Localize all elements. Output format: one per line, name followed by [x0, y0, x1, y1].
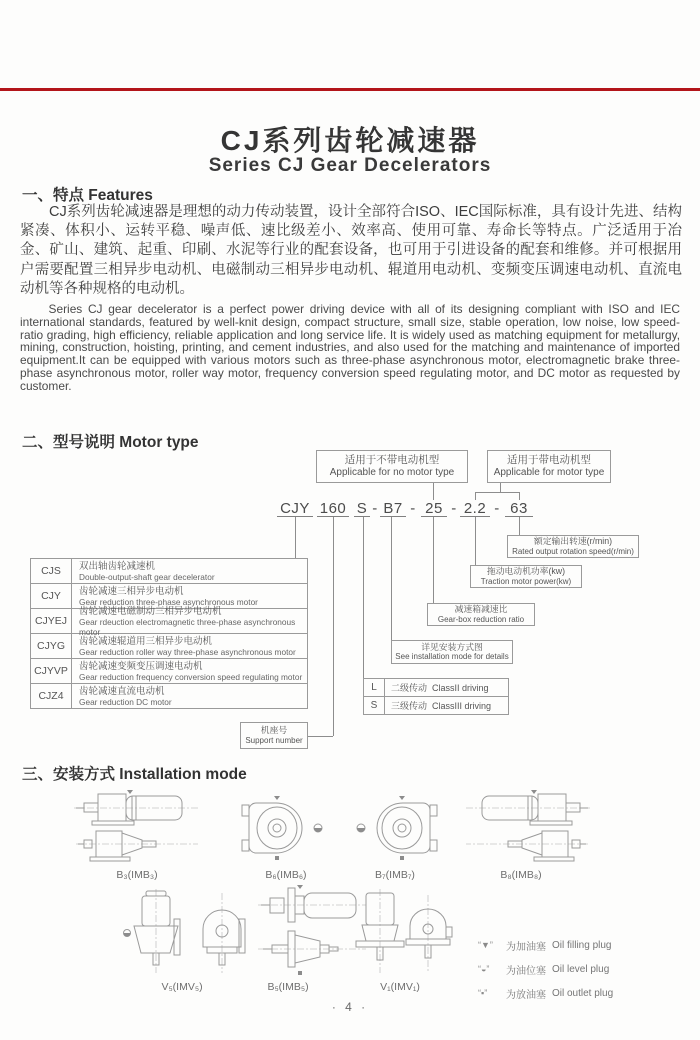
connector-line: [475, 517, 476, 565]
callout-no-motor-zh: 适用于不带电动机型: [344, 454, 440, 466]
code-speed: 63: [505, 500, 533, 517]
model-code-diagram: [0, 450, 700, 764]
code-series: CJY: [277, 500, 313, 517]
model-code: CJYEJ: [31, 609, 72, 633]
callout-speed-zh: 额定输出转速(r/min): [533, 536, 613, 547]
callout-ratio-en: Gear-box reduction ratio: [437, 614, 525, 624]
legend-en: Oil filling plug: [552, 939, 612, 951]
figure-b5-label: B₅(IMB₅): [267, 981, 309, 993]
model-desc-en: Gear rdeuction electromagnetic three-phase asynchronous motor: [79, 617, 296, 637]
model-desc-en: Gear reduction roller way three-phase asynchronous motor: [79, 647, 296, 657]
code-mount: B7: [380, 500, 406, 517]
figure-b8-drawing: [462, 789, 592, 870]
callout-with-motor-en: Applicable for motor type: [493, 466, 605, 478]
connector-line: [475, 492, 476, 500]
figure-v5-drawing: [122, 889, 257, 979]
legend-item-oil-filling: [478, 933, 613, 957]
installation-heading: 三、安装方式 Installation mode: [22, 766, 247, 783]
connector-line: [295, 517, 296, 558]
figure-b7-drawing: [342, 795, 447, 866]
driving-desc-zh: 二级传动: [391, 683, 428, 693]
callout-motor-power: [470, 565, 582, 588]
table-row: [31, 606, 307, 637]
plug-legend: [478, 933, 613, 1005]
model-code: CJS: [31, 559, 72, 583]
model-desc-en: Gear reduction three-phase asynchronous motor: [79, 597, 258, 607]
code-ratio: 25: [421, 500, 447, 517]
callout-no-motor-en: Applicable for no motor type: [329, 466, 455, 478]
table-row: [31, 634, 307, 659]
model-desc-zh: 齿轮减速三相异步电动机: [79, 586, 184, 597]
legend-item-oil-level: [478, 957, 613, 981]
model-desc-zh: 齿轮减速变频变压调速电动机: [79, 661, 203, 672]
legend-zh: 为放油塞: [506, 989, 546, 1001]
code-power: 2.2: [460, 500, 490, 517]
oil-filling-plug-icon: “▼”: [478, 940, 493, 950]
features-heading: 一、特点 Features: [22, 187, 153, 204]
connector-bracket: [475, 492, 520, 493]
legend-zh: 为油位塞: [506, 965, 546, 977]
table-row: [364, 697, 508, 714]
model-desc-zh: 齿轮减速直流电动机: [79, 686, 165, 697]
driving-desc-zh: 三级传动: [391, 701, 428, 711]
callout-install-zh: 详见安装方式图: [421, 641, 483, 652]
callout-power-zh: 拖动电动机功率(kw): [486, 566, 566, 577]
table-row: [31, 684, 307, 708]
callout-installation-mode: [391, 640, 513, 664]
page-number: · 4 ·: [331, 1000, 369, 1014]
model-types-table: [30, 558, 308, 709]
table-row: [31, 559, 307, 584]
connector-line: [519, 492, 520, 500]
features-paragraph-en: Series CJ gear decelerator is a perfect power driving device with all of its designing compliant with ISO and IEC international standards, featured by well-knit design, compact structure, small size, stable operation, low noise, low speed-ratio grading, high efficiency, reliable application and long service life. It is widely used as matching equipment for metallurgy, mining, construction, hoisting, printing, and cement industries, and also used for the matching and maintenance of imported equipment.It can be equipped with various motors such as three-phase asynchronous motor, electromagnetic brake three-phase asynchronous motor, roller way motor, frequency conversion speed regulating motor, and DC motor as requested by customer.: [20, 302, 680, 393]
page-title-en: Series CJ Gear Decelerators: [208, 155, 492, 176]
legend-en: Oil outlet plug: [552, 987, 614, 999]
header-rule: [0, 88, 700, 91]
table-row: [364, 679, 508, 697]
figure-b6-label: B₆(IMB₆): [265, 869, 307, 881]
driving-desc-en: ClassII driving: [432, 683, 489, 693]
model-desc-en: Gear reduction frequency conversion speed regulating motor: [79, 672, 303, 682]
connector-line: [391, 517, 392, 640]
connector-line: [333, 517, 334, 736]
model-code: CJY: [31, 584, 72, 608]
figure-v5-label: V₅(IMV₅): [161, 981, 203, 993]
callout-support-number: [240, 722, 308, 749]
page-title-zh: CJ系列齿轮减速器: [220, 125, 480, 156]
model-code: CJZ4: [31, 684, 72, 708]
oil-level-plug-icon: “◒”: [478, 964, 490, 974]
connector-line: [433, 517, 434, 603]
callout-rated-speed: [507, 535, 639, 558]
driving-desc-en: ClassIII driving: [432, 701, 492, 711]
callout-with-motor-zh: 适用于带电动机型: [507, 454, 591, 466]
callout-power-en: Traction motor power(kw): [480, 576, 572, 586]
callout-support-zh: 机座号: [260, 725, 288, 736]
driving-code: S: [364, 697, 385, 714]
model-desc-zh: 双出轴齿轮减速机: [79, 561, 156, 572]
code-dash: -: [410, 500, 416, 517]
figure-v1-drawing: [350, 889, 455, 979]
callout-support-en: Support number: [245, 735, 303, 745]
callout-with-motor-type: [487, 450, 611, 483]
driving-code: L: [364, 679, 385, 696]
model-desc-zh: 齿轮减速电磁制动三相异步电动机: [79, 606, 222, 617]
callout-reduction-ratio: [427, 603, 535, 626]
installation-figures: [0, 787, 700, 1005]
code-dash: -: [494, 500, 500, 517]
code-dash: -: [372, 500, 378, 517]
callout-ratio-zh: 减速箱减速比: [454, 604, 508, 615]
figure-b3-label: B₃(IMB₃): [116, 869, 158, 881]
figure-v1-label: V₁(IMV₁): [380, 981, 420, 993]
driving-class-table: [363, 678, 509, 715]
driving-desc: [385, 681, 508, 694]
callout-no-motor-type: [316, 450, 468, 483]
model-desc-zh: 齿轮减速辊道用三相异步电动机: [79, 636, 213, 647]
callout-speed-en: Rated output rotation speed(r/min): [512, 546, 634, 556]
model-desc-en: Gear reduction DC motor: [79, 697, 172, 707]
features-paragraph-zh: CJ系列齿轮减速器是理想的动力传动装置，设计全部符合ISO、IEC国际标准，具有设计先进、结构紧凑、体积小、运转平稳、噪声低、速比级差小、效率高、使用可靠、寿命长等特点。广泛适用于冶金、矿山、建筑、起重、印刷、水泥等行业的配套设备，也可用于引进设备的配套和维修。并可根据用户需要配置三相异步电动机、电磁制动三相异步电动机、辊道用电动机、变频变压调速电动机、直流电动机等各种规格的电动机。: [20, 204, 682, 297]
callout-install-en: See installation mode for details: [395, 652, 509, 662]
code-frame: 160: [317, 500, 349, 517]
motor-type-heading: 二、型号说明 Motor type: [22, 434, 199, 451]
driving-desc: [385, 699, 508, 712]
model-desc-en: Double-output-shaft gear decelerator: [79, 572, 215, 582]
figure-b3-drawing: [72, 789, 202, 870]
oil-outlet-plug-icon: “▪”: [478, 988, 488, 998]
figure-b6-drawing: [232, 795, 337, 866]
model-code: CJYVP: [31, 659, 72, 683]
connector-line: [519, 517, 520, 535]
connector-line: [433, 483, 434, 500]
code-stage: S: [354, 500, 370, 517]
connector-line: [363, 517, 364, 678]
figure-b7-label: B₇(IMB₇): [375, 869, 415, 881]
table-row: [31, 659, 307, 684]
legend-zh: 为加油塞: [506, 941, 546, 953]
figure-b8-label: B₈(IMB₈): [500, 869, 542, 881]
model-code: CJYG: [31, 634, 72, 658]
connector-line: [500, 483, 501, 492]
connector-line: [307, 736, 333, 737]
code-dash: -: [451, 500, 457, 517]
legend-en: Oil level plug: [552, 963, 610, 975]
